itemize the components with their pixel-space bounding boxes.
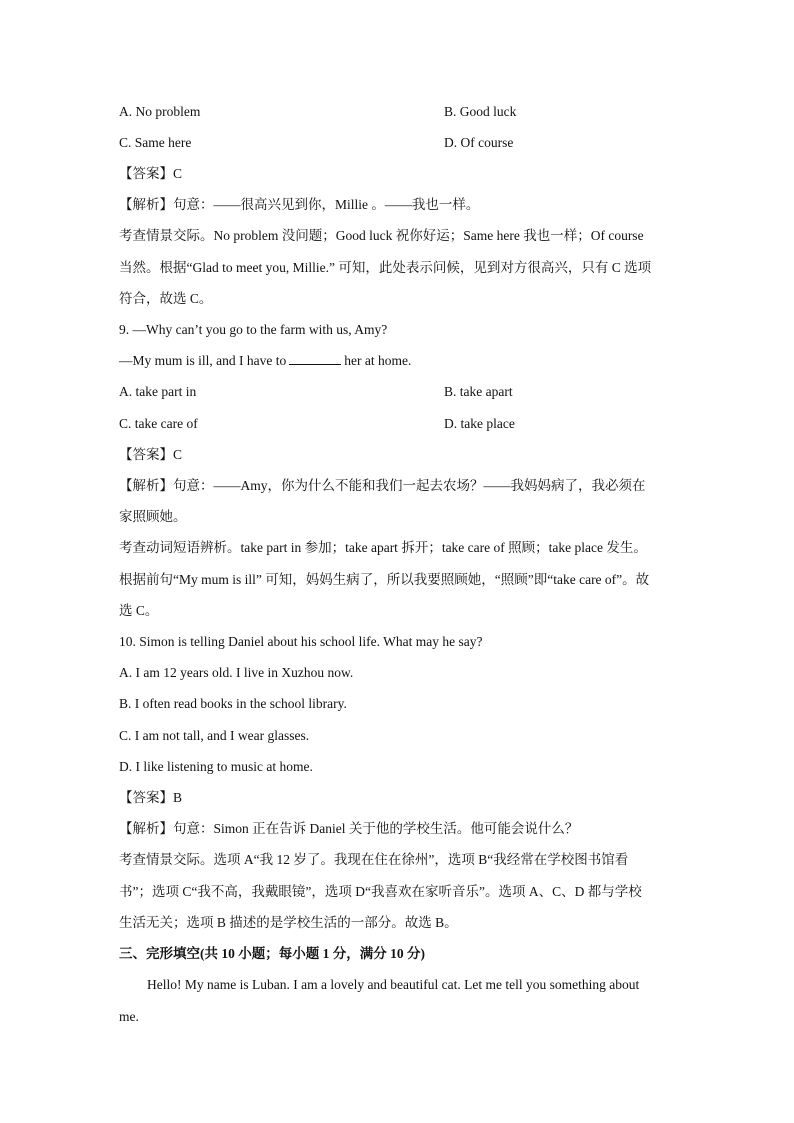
q8-answer: 【答案】C	[119, 166, 183, 181]
q9-analysis-line: 家照顾她。	[119, 509, 187, 524]
q8-analysis-line: 符合，故选 C。	[119, 291, 213, 306]
q8-analysis-line: 当然。根据“Glad to meet you, Millie.” 可知，此处表示问候，见到对方很高兴，只有 C 选项	[119, 260, 652, 275]
q10-stem: 10. Simon is telling Daniel about his school life. What may he say?	[119, 634, 483, 649]
q10-option-b: B. I often read books in the school library.	[119, 696, 347, 711]
q9-analysis-line: 根据前句“My mum is ill” 可知，妈妈生病了，所以我要照顾她，“照顾”即“take care of”。故	[119, 572, 650, 587]
q9-option-c: C. take care of	[119, 416, 198, 431]
q9-analysis-line: 选 C。	[119, 603, 159, 618]
q8-analysis-line: 考查情景交际。No problem 没问题；Good luck 祝你好运；Same here 我也一样；Of course	[119, 228, 644, 243]
q10-option-a: A. I am 12 years old. I live in Xuzhou now.	[119, 665, 354, 680]
q8-option-c: C. Same here	[119, 135, 192, 150]
answer-blank	[289, 352, 341, 365]
q9-option-d: D. take place	[444, 416, 515, 431]
passage-line: Hello! My name is Luban. I am a lovely and beautiful cat. Let me tell you something about	[147, 977, 640, 992]
passage-line: me.	[119, 1009, 139, 1024]
section-title: 三、完形填空(共 10 小题；每小题 1 分，满分 10 分)	[119, 946, 425, 961]
q10-analysis-line: 考查情景交际。选项 A“我 12 岁了。我现在住在徐州”，选项 B“我经常在学校图书馆看	[119, 852, 629, 867]
q8-option-a: A. No problem	[119, 104, 201, 119]
q10-option-c: C. I am not tall, and I wear glasses.	[119, 728, 310, 743]
q10-answer: 【答案】B	[119, 790, 183, 805]
q9-stem-after: her at home.	[344, 353, 412, 368]
q8-option-b: B. Good luck	[444, 104, 517, 119]
q9-option-a: A. take part in	[119, 384, 197, 399]
q9-stem-before: —My mum is ill, and I have to	[119, 353, 287, 368]
q10-analysis-line: 【解析】句意：Simon 正在告诉 Daniel 关于他的学校生活。他可能会说什么？	[119, 821, 579, 836]
q9-stem-blank-line	[119, 351, 411, 371]
q10-analysis-line: 生活无关；选项 B 描述的是学校生活的一部分。故选 B。	[119, 915, 458, 930]
q9-option-b: B. take apart	[444, 384, 513, 399]
q10-analysis-line: 书”；选项 C“我不高，我戴眼镜”，选项 D“我喜欢在家听音乐”。选项 A、C、D 都与学校	[119, 884, 642, 899]
q9-analysis-line: 考查动词短语辨析。take part in 参加；take apart 拆开；take care of 照顾；take place 发生。	[119, 540, 647, 555]
q9-stem: 9. —Why can’t you go to the farm with us, Amy?	[119, 322, 388, 337]
q9-analysis-line: 【解析】句意：——Amy，你为什么不能和我们一起去农场？——我妈妈病了，我必须在	[119, 478, 646, 493]
q8-option-d: D. Of course	[444, 135, 514, 150]
q9-answer: 【答案】C	[119, 447, 183, 462]
q8-analysis-line: 【解析】句意：——很高兴见到你，Millie 。——我也一样。	[119, 197, 480, 212]
q10-option-d: D. I like listening to music at home.	[119, 759, 313, 774]
